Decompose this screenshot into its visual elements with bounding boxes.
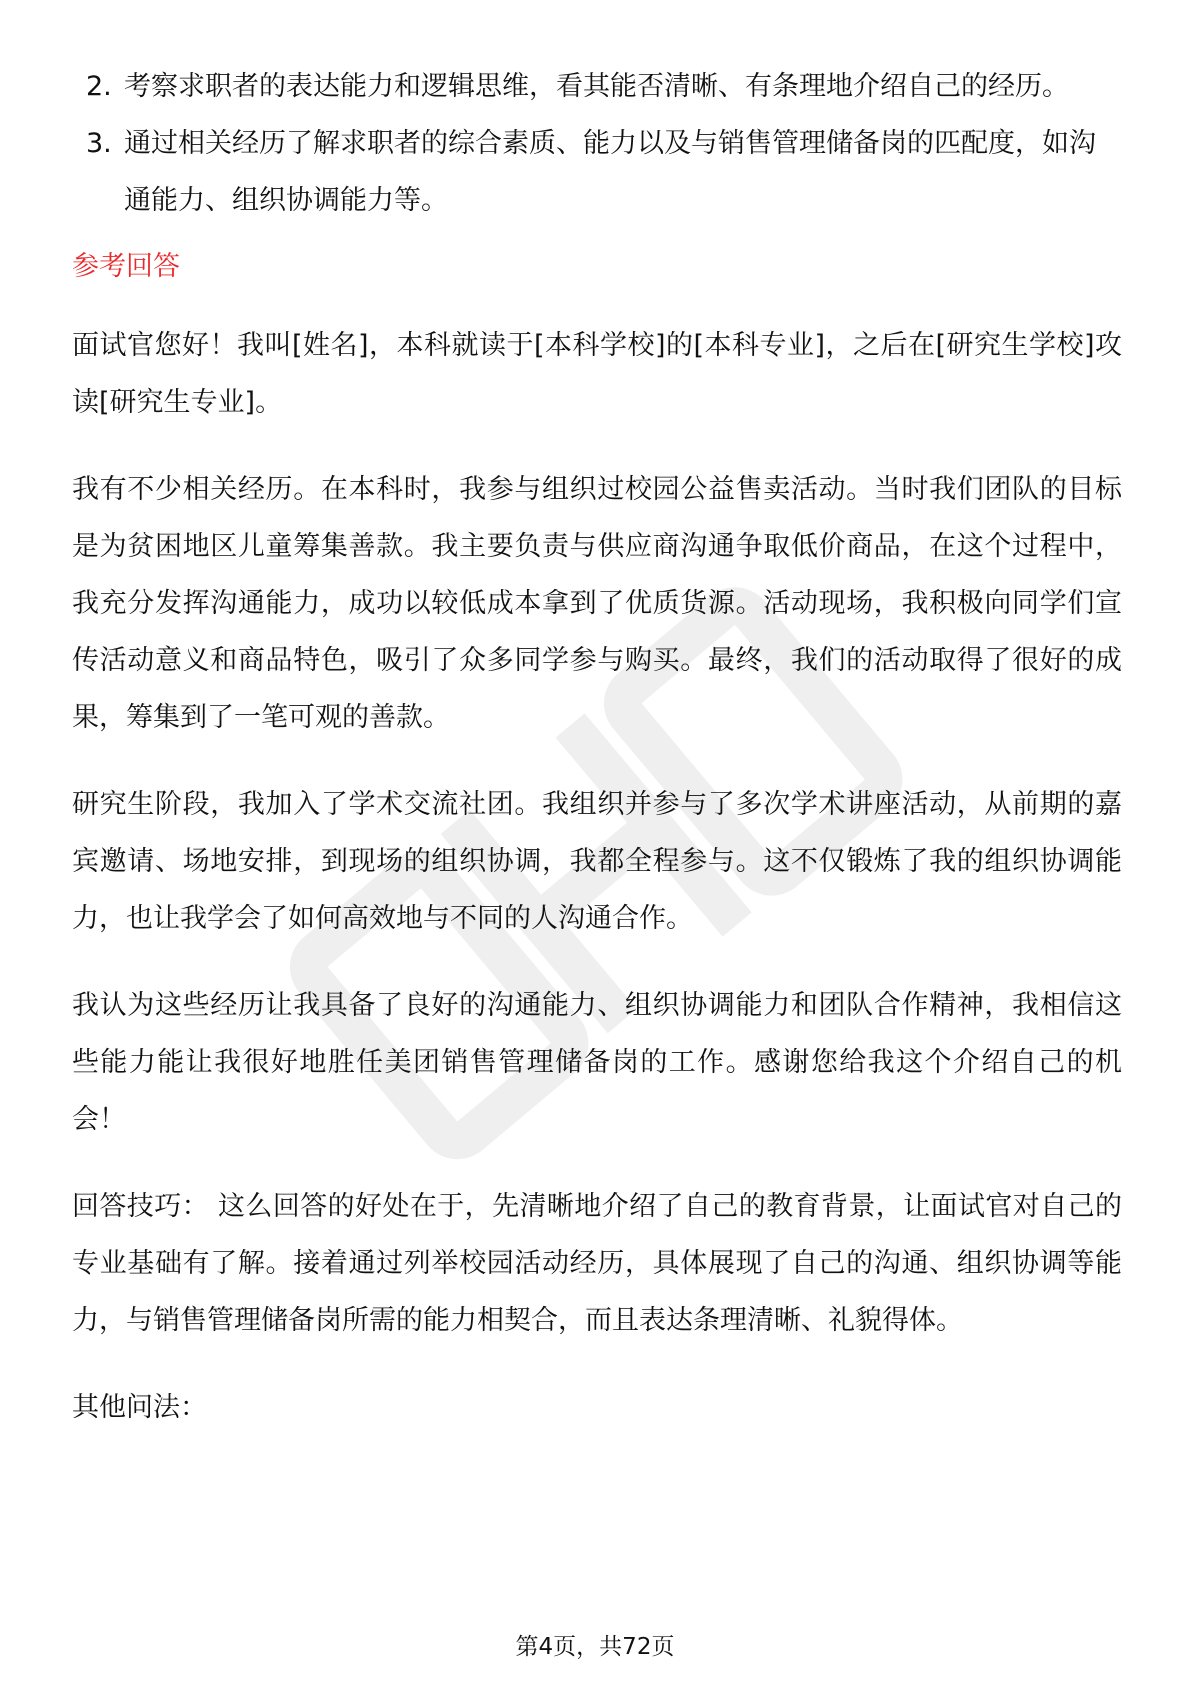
document-content [72,58,1122,1466]
paragraph-intro: 面试官您好！我叫[姓名]，本科就读于[本科学校]的[本科专业]，之后在[研究生学校]攻读[研究生专业]。 [72,330,1122,418]
list-number: 2. [86,71,112,102]
paragraph-undergrad: 我有不少相关经历。在本科时，我参与组织过校园公益售卖活动。当时我们团队的目标是为贫困地区儿童筹集善款。我主要负责与供应商沟通争取低价商品，在这个过程中，我充分发挥沟通能力，成功以较低成本拿到了优质货源。活动现场，我积极向同学们宣传活动意义和商品特色，吸引了众多同学参与购买。最终，我们的活动取得了很好的成果，筹集到了一笔可观的善款。 [72,474,1122,733]
paragraph-conclusion: 我认为这些经历让我具备了良好的沟通能力、组织协调能力和团队合作精神，我相信这些能力能让我很好地胜任美团销售管理储备岗的工作。感谢您给我这个介绍自己的机会！ [72,990,1122,1135]
paragraph-grad: 研究生阶段，我加入了学术交流社团。我组织并参与了多次学术讲座活动，从前期的嘉宾邀请、场地安排，到现场的组织协调，我都全程参与。这不仅锻炼了我的组织协调能力，也让我学会了如何高效地与不同的人沟通合作。 [72,789,1122,934]
list-item [72,115,1122,229]
reference-answer-heading: 参考回答 [72,251,180,282]
list-item [72,58,1122,115]
list-number: 3. [86,128,112,159]
page-number-footer: 第4页，共72页 [515,1634,675,1660]
numbered-list [72,58,1122,229]
paragraph-answer-tips: 回答技巧： 这么回答的好处在于，先清晰地介绍了自己的教育背景，让面试官对自己的专业基础有了解。接着通过列举校园活动经历，具体展现了自己的沟通、组织协调等能力，与销售管理储备岗所需的能力相契合，而且表达条理清晰、礼貌得体。 [72,1191,1122,1336]
list-text: 通过相关经历了解求职者的综合素质、能力以及与销售管理储备岗的匹配度，如沟通能力、组织协调能力等。 [124,128,1096,216]
list-text: 考察求职者的表达能力和逻辑思维，看其能否清晰、有条理地介绍自己的经历。 [124,71,1069,102]
paragraph-other-questions: 其他问法： [72,1392,207,1423]
